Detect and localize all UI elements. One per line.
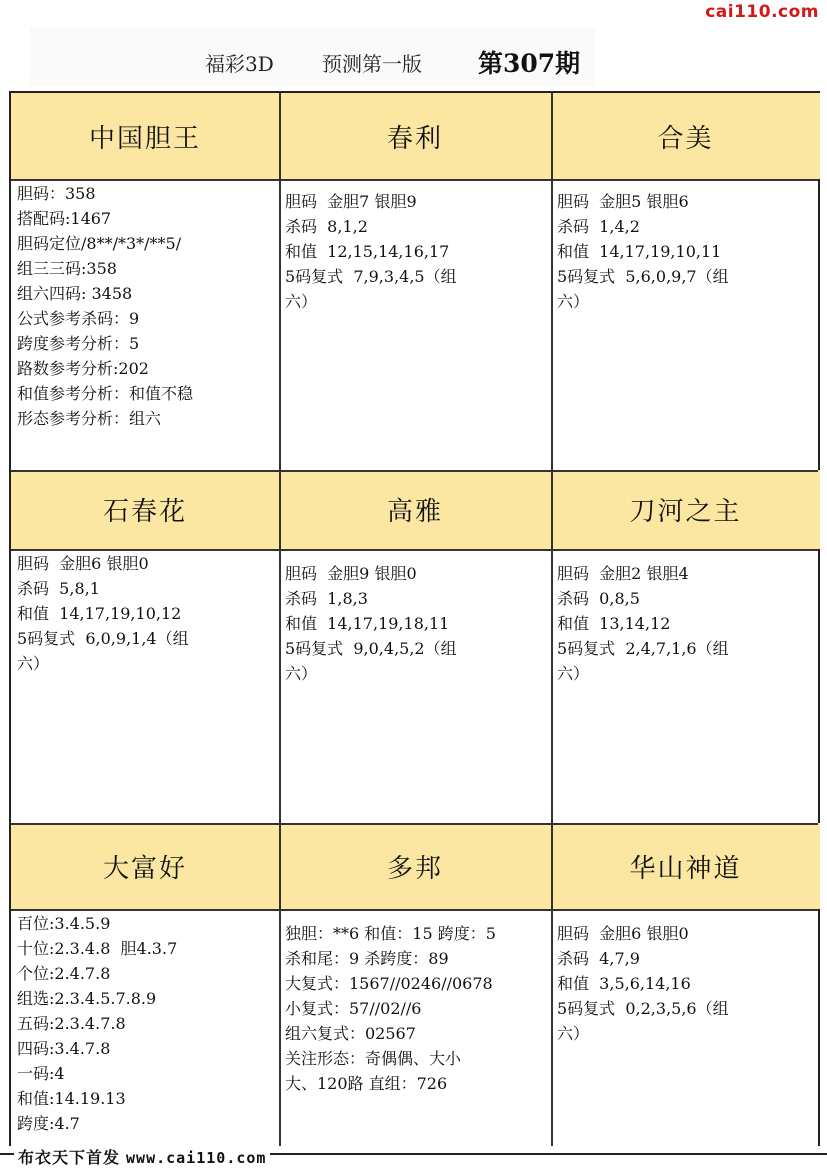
cell-body-duobang: [285, 921, 547, 1160]
cell-line: 大复式：1567//0246//0678: [285, 974, 493, 993]
cell-line: 杀码 0,8,5: [557, 589, 640, 608]
cell-line: 和值参考分析：和值不稳: [17, 384, 194, 403]
cell-line: 组三三码:358: [17, 259, 117, 278]
cell-title-dafuhao: 大富好: [11, 823, 279, 909]
cell-line: 胆码 金胆2 银胆4: [557, 564, 689, 583]
cell-body-zhongguo-danwang: [17, 181, 275, 466]
cell-line: 胆码：358: [17, 184, 96, 203]
cell-body-shichunhua: [17, 551, 275, 819]
page-title: [0, 44, 827, 80]
footer-brand: 布衣天下首发: [18, 1148, 121, 1167]
cell-title-duobang: 多邦: [279, 823, 551, 909]
grid-row-divider: [11, 823, 818, 825]
cell-line: 路数参考分析:202: [17, 359, 149, 378]
cell-title-huashan-shendao: 华山神道: [551, 823, 820, 909]
cell-line: 五码:2.3.4.7.8: [17, 1014, 126, 1033]
cell-line: 六）: [17, 654, 50, 673]
cell-body-hemei: [557, 189, 816, 474]
cell-line: 胆码 金胆6 银胆0: [557, 924, 689, 943]
grid-row-divider: [11, 549, 818, 551]
cell-line: 六）: [557, 664, 590, 683]
prediction-grid: [9, 91, 820, 1156]
cell-line: 5码复式 2,4,7,1,6（组: [557, 639, 729, 658]
cell-line: 胆码 金胆6 银胆0: [17, 554, 149, 573]
issue-number: 第307期: [478, 49, 581, 78]
edition-label: 预测第一版: [322, 52, 422, 76]
cell-title-chunli: 春利: [279, 93, 551, 179]
cell-line: 杀码 5,8,1: [17, 579, 100, 598]
lottery-name: 福彩3D: [205, 52, 274, 76]
cell-line: 十位:2.3.4.8 胆4.3.7: [17, 939, 178, 958]
site-logo[interactable]: cai110.com: [705, 2, 819, 22]
footer-url[interactable]: www.cai110.com: [126, 1149, 267, 1167]
cell-body-gaoya: [285, 561, 547, 829]
cell-line: 5码复式 0,2,3,5,6（组: [557, 999, 729, 1018]
cell-line: 5码复式 5,6,0,9,7（组: [557, 267, 729, 286]
cell-line: 跨度参考分析：5: [17, 334, 140, 353]
cell-line: 个位:2.4.7.8: [17, 964, 111, 983]
cell-line: 和值 14,17,19,18,11: [285, 614, 450, 633]
cell-line: 大、120路 直组：726: [285, 1074, 448, 1093]
cell-line: 5码复式 6,0,9,1,4（组: [17, 629, 189, 648]
cell-body-dafuhao: [17, 911, 275, 1150]
grid-column-divider: [279, 93, 281, 1154]
cell-line: 和值:14.19.13: [17, 1089, 126, 1108]
cell-line: 小复式：57//02//6: [285, 999, 422, 1018]
cell-line: 和值 12,15,14,16,17: [285, 242, 450, 261]
cell-line: 和值 3,5,6,14,16: [557, 974, 691, 993]
cell-body-daohe-zhizhu: [557, 561, 816, 829]
grid-column-divider: [551, 93, 553, 1154]
cell-line: 5码复式 9,0,4,5,2（组: [285, 639, 457, 658]
cell-line: 和值 14,17,19,10,11: [557, 242, 722, 261]
cell-line: 六）: [557, 292, 590, 311]
grid-row-divider: [11, 909, 818, 911]
cell-line: 胆码 金胆9 银胆0: [285, 564, 417, 583]
cell-line: 5码复式 7,9,3,4,5（组: [285, 267, 457, 286]
cell-line: 六）: [557, 1024, 590, 1043]
cell-line: 和值 13,14,12: [557, 614, 671, 633]
cell-line: 独胆：**6 和值：15 跨度：5: [285, 924, 496, 943]
footer-credit: [14, 1145, 270, 1168]
cell-title-zhongguo-danwang: 中国胆王: [11, 93, 279, 179]
cell-line: 形态参考分析：组六: [17, 409, 162, 428]
cell-line: 搭配码:1467: [17, 209, 112, 228]
grid-row-divider: [11, 179, 818, 181]
cell-line: 六）: [285, 664, 318, 683]
cell-line: 组选:2.3.4.5.7.8.9: [17, 989, 157, 1008]
cell-line: 杀码 8,1,2: [285, 217, 368, 236]
cell-line: 杀码 1,4,2: [557, 217, 640, 236]
cell-line: 一码:4: [17, 1064, 65, 1083]
cell-line: 公式参考杀码：9: [17, 309, 140, 328]
cell-line: 胆码定位/8**/*3*/**5/: [17, 234, 182, 253]
cell-line: 杀码 4,7,9: [557, 949, 640, 968]
cell-line: 胆码 金胆5 银胆6: [557, 192, 689, 211]
cell-line: 百位:3.4.5.9: [17, 914, 111, 933]
cell-title-hemei: 合美: [551, 93, 820, 179]
cell-line: 和值 14,17,19,10,12: [17, 604, 182, 623]
cell-line: 杀和尾：9 杀跨度：89: [285, 949, 449, 968]
cell-line: 胆码 金胆7 银胆9: [285, 192, 417, 211]
grid-row-divider: [11, 470, 818, 472]
cell-line: 组六四码: 3458: [17, 284, 133, 303]
cell-line: 四码:3.4.7.8: [17, 1039, 111, 1058]
cell-line: 六）: [285, 292, 318, 311]
cell-line: 组六复式：02567: [285, 1024, 416, 1043]
cell-title-shichunhua: 石春花: [11, 470, 279, 549]
cell-line: 关注形态：奇偶偶、大小: [285, 1049, 462, 1068]
cell-title-daohe-zhizhu: 刀河之主: [551, 470, 820, 549]
cell-title-gaoya: 高雅: [279, 470, 551, 549]
cell-body-chunli: [285, 189, 547, 474]
cell-body-huashan-shendao: [557, 921, 816, 1160]
cell-line: 跨度:4.7: [17, 1114, 80, 1133]
cell-line: 杀码 1,8,3: [285, 589, 368, 608]
